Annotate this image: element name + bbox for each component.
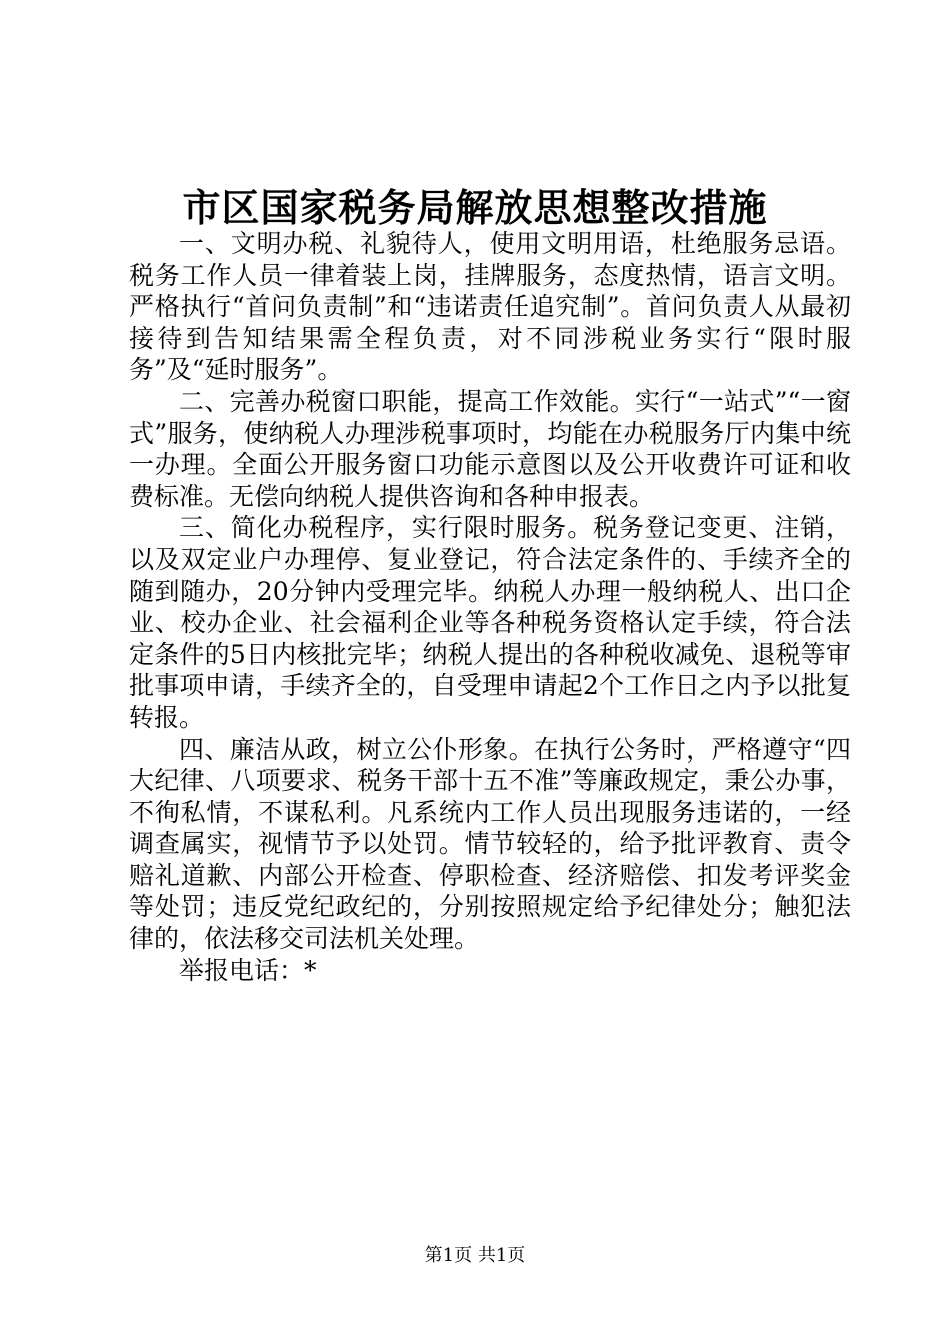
document-title: 市区国家税务局解放思想整改措施 — [182, 185, 768, 230]
paragraph-3: 三、简化办税程序，实行限时服务。税务登记变更、注销，以及双定业户办理停、复业登记，符合法定条件的、手续齐全的随到随办，20分钟内受理完毕。纳税人办理一般纳税人、出口企业、校办企业、社会福利企业等各种税务资格认定手续，符合法定条件的5日内核批完毕；纳税人提出的各种税收减免、退税等审批事项申请，手续齐全的，自受理申请起2个工作日之内予以批复转报。 — [129, 513, 851, 732]
paragraph-2: 二、完善办税窗口职能，提高工作效能。实行“一站式”“一窗式”服务，使纳税人办理涉税事项时，均能在办税服务厅内集中统一办理。全面公开服务窗口功能示意图以及公开收费许可证和收费标准。无偿向纳税人提供咨询和各种申报表。 — [129, 386, 851, 511]
report-phone-line: 举报电话：* — [179, 955, 317, 985]
paragraph-4: 四、廉洁从政，树立公仆形象。在执行公务时，严格遵守“四大纪律、八项要求、税务干部十五不准”等廉政规定，秉公办事，不徇私情，不谋私利。凡系统内工作人员出现服务违诺的，一经调查属实，视情节予以处罚。情节较轻的，给予批评教育、责令赔礼道歉、内部公开检查、停职检查、经济赔偿、扣发考评奖金等处罚；违反党纪政纪的，分别按照规定给予纪律处分；触犯法律的，依法移交司法机关处理。 — [129, 734, 851, 954]
paragraph-1: 一、文明办税、礼貌待人，使用文明用语，杜绝服务忌语。税务工作人员一律着装上岗，挂牌服务，态度热情，语言文明。严格执行“首问负责制”和“违诺责任追究制”。首问负责人从最初接待到告知结果需全程负责，对不同涉税业务实行“限时服务”及“延时服务”。 — [129, 229, 851, 385]
page-footer: 第1页 共1页 — [424, 1245, 526, 1266]
document-body — [129, 228, 851, 986]
